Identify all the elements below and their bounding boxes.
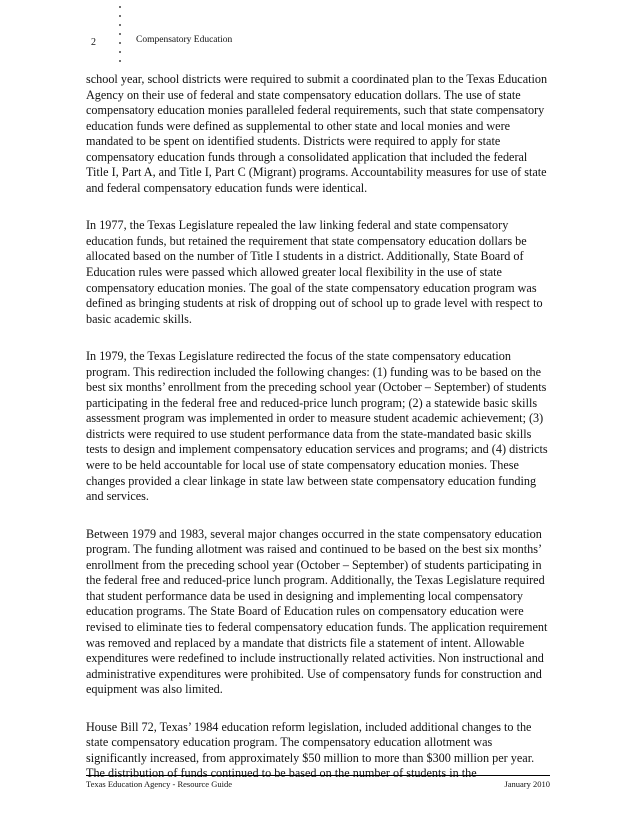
body-text: [86, 72, 550, 804]
paragraph: House Bill 72, Texas’ 1984 education reform legislation, included additional changes to the state compensatory education program. The compensatory education allotment was significantly increased, from approximately $50 million to more than $300 million per year. The distribution of funds continued to be based on the number of students in the: [86, 719, 535, 781]
paragraph: school year, school districts were required to submit a coordinated plan to the Texas Education Agency on their use of federal and state compensatory education dollars. The use of state compensatory education monies paralleled federal requirements, such that state compensatory education funds were defined as supplemental to other state and local monies and were mandated to be spent on identified students. Districts were required to apply for state compensatory education funds through a consolidated application that included the federal Title I, Part A, and Title I, Part C (Migrant) programs. Accountability measures for use of state and federal compensatory education funds were identical.: [86, 72, 548, 195]
page-header: [0, 0, 638, 60]
running-title: Compensatory Education: [136, 35, 233, 45]
paragraph: In 1979, the Texas Legislature redirected the focus of the state compensatory education program. This redirection included the following changes: (1) funding was to be based on the best six months’ enrollment from the preceding school year (October – September) of students participating in the federal free and reduced-price lunch program; (2) a statewide basic skills assessment program was implemented in order to measure student academic achievement; (3) districts were required to use student performance data from the state-mandated basic skills tests to design and implement compensatory education services and programs; and (4) districts were to be held accountable for local use of state compensatory education monies. These changes provided a clear linkage in state law between state compensatory education funding and services.: [86, 349, 548, 504]
paragraph: Between 1979 and 1983, several major changes occurred in the state compensatory education program. The funding allotment was raised and continued to be based on the best six months’ enrollment from the preceding school year (October – September) of students participating in the federal free and reduced-price lunch program. Additionally, the Texas Legislature required that student performance data be used in designing and implementing local compensatory education programs. The State Board of Education rules on compensatory education were revised to eliminate ties to federal compensatory education funds. The application requirement was removed and replaced by a mandate that districts file a statement of intent. Allowable expenditures were redefined to include instructionally related activities. Non instructional and administrative expenditures were prohibited. Use of compensatory funds for construction and equipment was also limited.: [86, 526, 548, 697]
paragraph: In 1977, the Texas Legislature repealed the law linking federal and state compensatory education funds, but retained the requirement that state compensatory education dollars be allocated based on the number of Title I students in a district. Additionally, State Board of Education rules were passed which allowed greater local flexibility in the use of state compensatory education monies. The goal of the state compensatory education program was defined as bringing students at risk of dropping out of school up to grade level with respect to basic academic skills.: [86, 218, 543, 326]
footer-rule: [86, 775, 550, 776]
header-dot-leader: [118, 6, 124, 69]
footer-source: Texas Education Agency - Resource Guide: [86, 779, 232, 789]
footer-date: January 2010: [504, 779, 550, 789]
page-number: 2: [91, 37, 96, 48]
